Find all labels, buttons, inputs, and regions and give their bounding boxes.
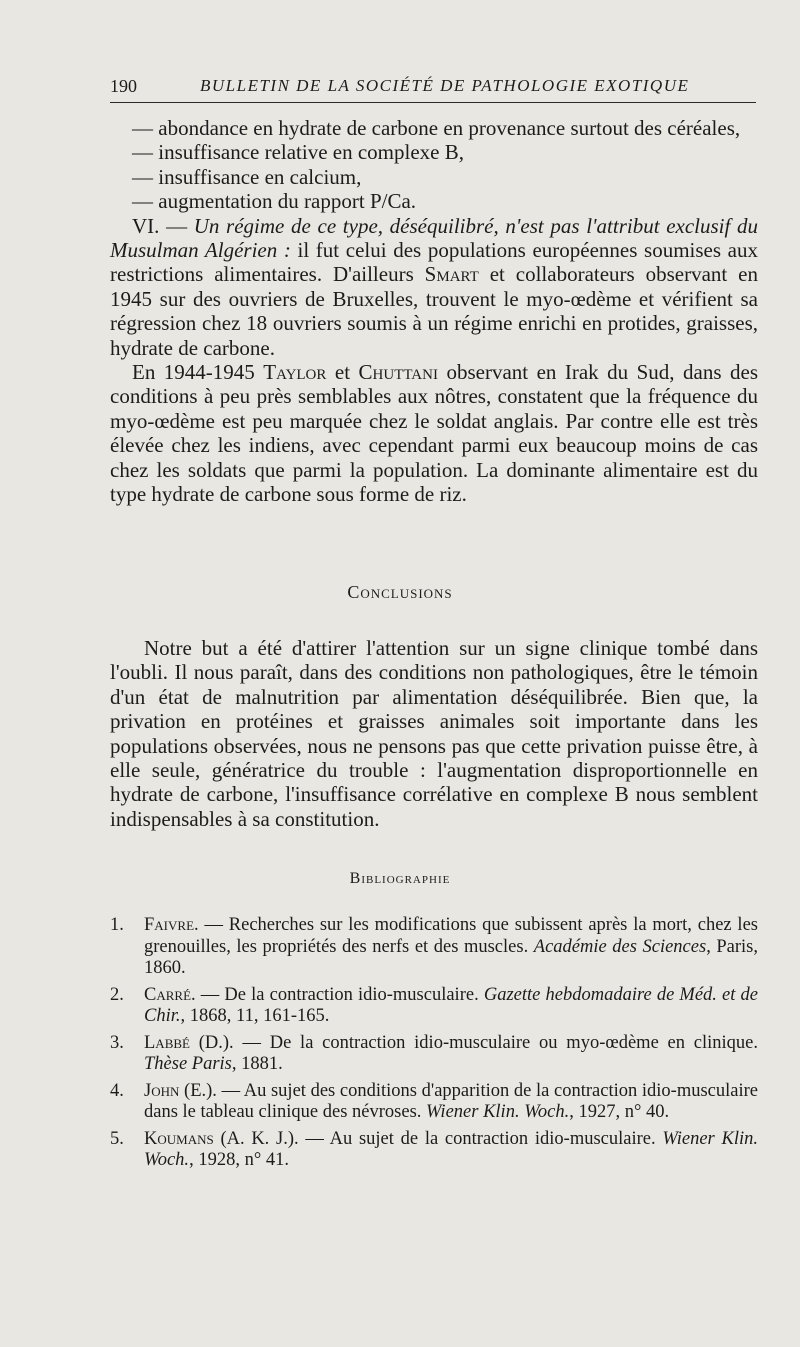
section-numeral: VI. — [132,213,194,238]
bibliography-entry: 4. John (E.). — Au sujet des conditions d'apparition de la contraction idio-musculaire dans le tableau clinique des névroses. Wiener Klin. Woch., 1927, n° 40. [110,1080,758,1122]
author-name: Chuttani [358,360,438,385]
list-item: — abondance en hydrate de carbone en provenance surtout des céréales, [132,116,741,140]
list-item: — augmentation du rapport P/Ca. [132,189,417,214]
section-vi-paragraph: VI. — Un régime de ce type, déséquilibré, n'est pas l'attribut exclusif du Musulman Algérien : il fut celui des populations européennes soumises aux restrictions alimentaires. D'ailleurs Smart et collaborateurs observant en 1945 sur des ouvriers de Bruxelles, trouvent le myo-œdème et vérifient sa régression chez 18 ouvriers soumis à un régime enrichi en protides, graisses, hydrate de carbone. [110,213,758,360]
ref-number: 1. [110,915,124,935]
conclusions-body [110,636,758,831]
list-item: — insuffisance en calcium, [132,164,362,189]
ref-number: 3. [110,1032,124,1053]
conclusions-paragraph: Notre but a été d'attirer l'attention sur un signe clinique tombé dans l'oubli. Il nous paraît, dans des conditions non pathologiques, être le témoin d'un état de malnutrition par alimentation déséquilibrée. Bien que, la privation en protéines et graisses animales soit importante dans les populations observées, nous ne pensons pas que cette privation puisse être, à elle seule, génératrice du trouble : l'augmentation disproportionnelle en hydrate de carbone, l'insuffisance corrélative en complexe B nous semblent indispensables à sa constitution. [110,636,758,831]
ref-number: 4. [110,1080,124,1101]
ref-journal: Wiener Klin. Woch. [426,1102,570,1122]
bibliography-heading: Bibliographie [349,870,451,887]
author-name: Smart [424,262,479,287]
bibliography-list [110,915,758,1177]
ref-author: Labbé [144,1032,190,1053]
list-item: — insuffisance relative en complexe B, [132,140,465,165]
section-vi-title: Un régime de ce type, déséquilibré, n'est pas l'attribut exclusif du Musulman Algérien : [110,213,758,263]
ref-author: John [144,1080,180,1101]
author-name: Taylor [263,360,327,385]
conclusions-heading: Conclusions [347,582,453,602]
ref-number: 2. [110,984,124,1005]
ref-author: Faivre. [144,915,199,935]
ref-journal: Thèse Paris [144,1054,232,1074]
ref-author: Carré. [144,984,196,1005]
taylor-paragraph: En 1944-1945 Taylor et Chuttani observant en Irak du Sud, dans des conditions à peu près semblables aux nôtres, constatent que la fréquence du myo-œdème est peu marquée chez le soldat anglais. Par contre elle est très élevée chez les indiens, avec cependant parmi eux beaucoup moins de cas chez les soldats que parmi la population. La dominante alimentaire est du type hydrate de carbone sous forme de riz. [110,360,759,507]
bibliography-entry: 5. Koumans (A. K. J.). — Au sujet de la contraction idio-musculaire. Wiener Klin. Woch., 1928, n° 41. [110,1128,758,1170]
page-header [110,74,756,103]
ref-author: Koumans [144,1128,214,1149]
ref-journal: Gazette hebdomadaire de Méd. et de Chir. [144,984,759,1026]
bibliography-entry: 1. Faivre. — Recherches sur les modifications que subissent après la mort, chez les grenouilles, les propriétés des nerfs et des muscles. Académie des Sciences, Paris, 1860. [110,915,759,978]
body-text [110,116,758,507]
ref-journal: Académie des Sciences [533,936,707,957]
page-number: 190 [110,76,137,96]
bibliography-entry: 2. Carré. — De la contraction idio-musculaire. Gazette hebdomadaire de Méd. et de Chir., 1868, 11, 161-165. [110,984,759,1026]
bibliography-entry: 3. Labbé (D.). — De la contraction idio-musculaire ou myo-œdème en clinique. Thèse Paris, 1881. [110,1032,758,1074]
running-title: BULLETIN DE LA SOCIÉTÉ DE PATHOLOGIE EXOTIQUE [200,76,690,95]
ref-journal: Wiener Klin. Woch. [144,1128,758,1170]
ref-number: 5. [110,1128,124,1149]
